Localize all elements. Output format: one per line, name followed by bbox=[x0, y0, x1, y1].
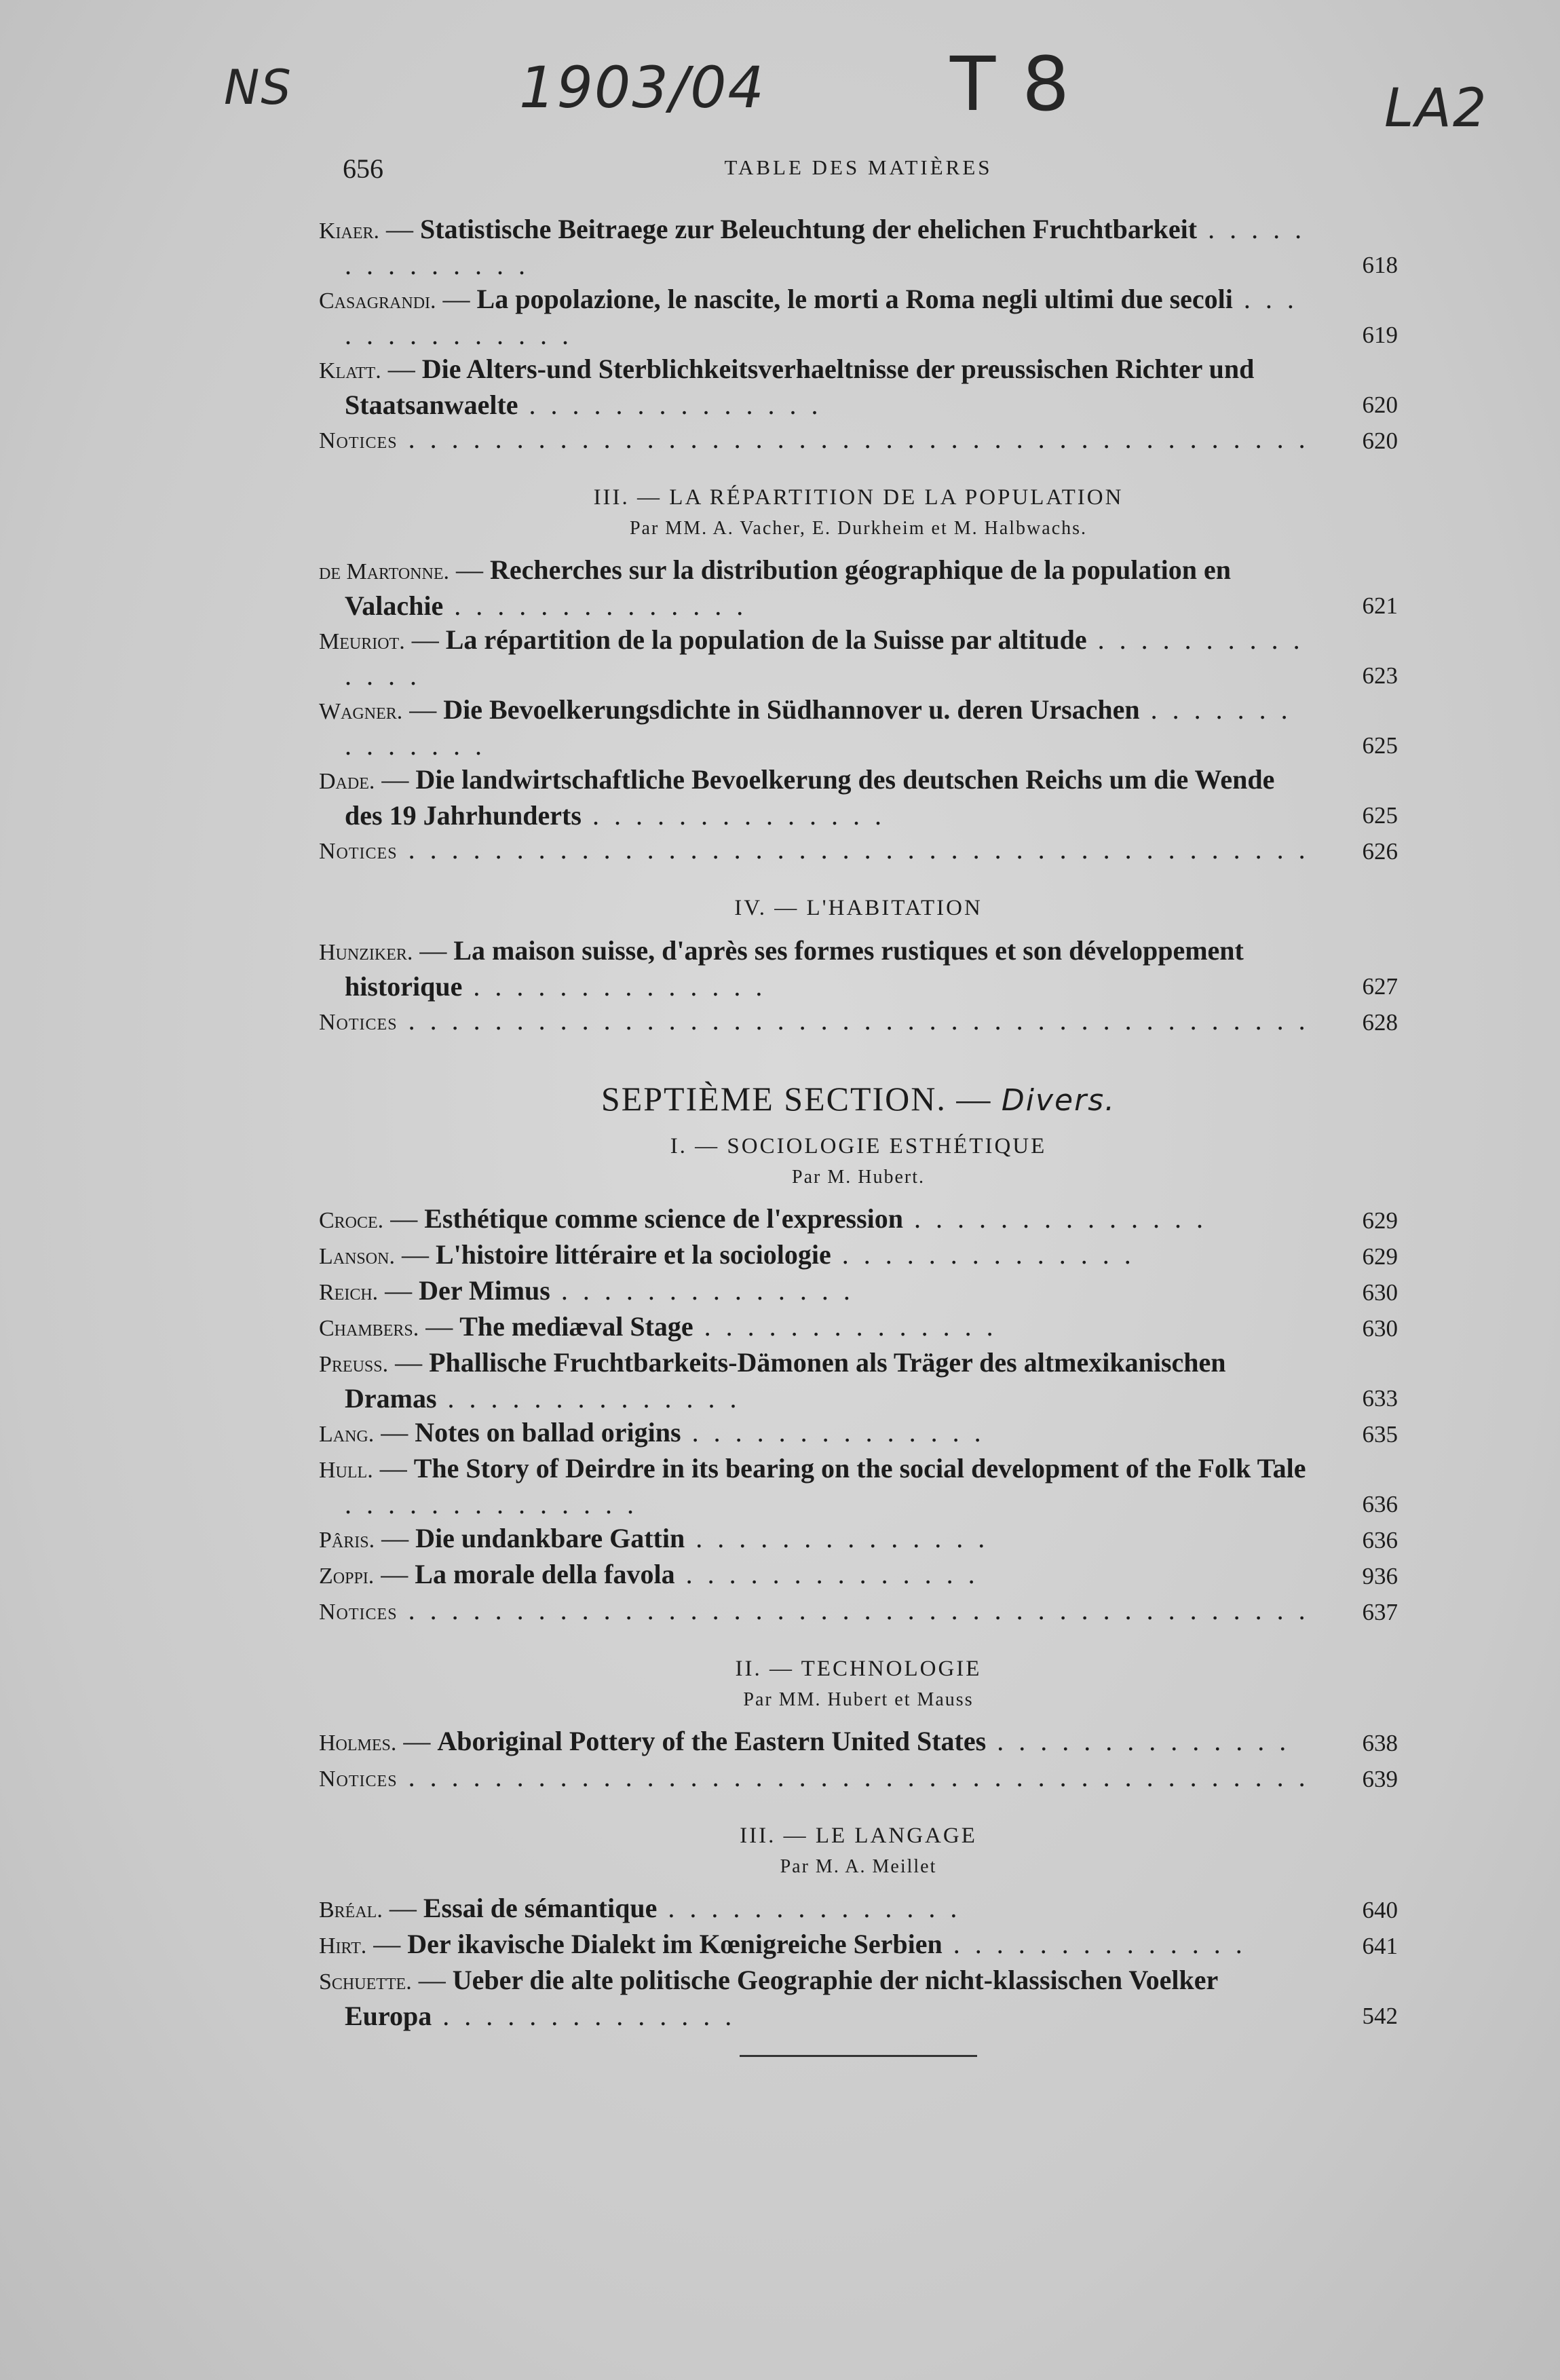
running-title: TABLE DES MATIÈRES bbox=[724, 155, 993, 179]
handwritten-mark-4: LA2 bbox=[1384, 78, 1488, 139]
toc-entry: Reich. — Der Mimus . . . . . . . . . . . . . . 630 bbox=[319, 1274, 1398, 1310]
subsection-heading: III. — LE LANGAGE bbox=[740, 1824, 977, 1848]
entry-author: Hirt. bbox=[319, 1933, 367, 1959]
entry-author: Lang. bbox=[319, 1422, 375, 1447]
toc-entry: Bréal. — Essai de sémantique . . . . . . . . . . . . . . 640 bbox=[319, 1891, 1398, 1927]
entry-title: Aboriginal Pottery of the Eastern United States bbox=[437, 1726, 987, 1756]
entry-group bbox=[319, 553, 1398, 833]
entry-author: Dade. bbox=[319, 769, 375, 794]
entry-title: La morale della favola bbox=[415, 1559, 675, 1589]
page-ref: 640 bbox=[1362, 1897, 1398, 1923]
notices-entry: Notices . . . . . . . . . . . . . . . . . . . . . . . . . . . . . . . . . . . . . . . . . . 639 bbox=[319, 1760, 1398, 1796]
toc-entry: Lanson. — L'histoire littéraire et la sociologie . . . . . . . . . . . . . . 629 bbox=[319, 1238, 1398, 1274]
entry-author: Kiaer. bbox=[319, 219, 380, 244]
page-number: 656 bbox=[343, 153, 383, 184]
subsection-byline: Par M. A. Meillet bbox=[780, 1856, 937, 1877]
page-content bbox=[319, 153, 1398, 2057]
entry-group bbox=[319, 934, 1398, 1004]
entry-title: Recherches sur la distribution géographique de la population en Valachie bbox=[345, 554, 1232, 621]
entry-group bbox=[319, 1724, 1398, 1760]
entry-group bbox=[319, 1891, 1398, 2033]
toc-entry: Hunziker. — La maison suisse, d'après ses formes rustiques et son développement historique . . . . . . . . . . . . . . 627 bbox=[319, 934, 1398, 1004]
entry-author: Hull. bbox=[319, 1458, 373, 1483]
handwritten-mark-2: 1903/04 bbox=[519, 54, 765, 121]
page-ref: 630 bbox=[1362, 1279, 1398, 1306]
page-ref: 620 bbox=[1362, 428, 1398, 454]
toc-entry: Meuriot. — La répartition de la population de la Suisse par altitude . . . . . . . . . . . . . . 623 bbox=[319, 623, 1398, 693]
page-ref: 636 bbox=[1362, 1491, 1398, 1517]
entry-author: de Martonne. bbox=[319, 559, 450, 584]
entry-title: The mediæval Stage bbox=[459, 1311, 693, 1342]
notices-label: Notices bbox=[319, 428, 398, 453]
page-ref: 542 bbox=[1362, 2003, 1398, 2029]
entry-title: Esthétique comme science de l'expression bbox=[424, 1203, 904, 1234]
toc-entry: Klatt. — Die Alters-und Sterblichkeitsverhaeltnisse der preussischen Richter und Staatsanwaelte . . . . . . . . . . . . . . 620 bbox=[319, 352, 1398, 422]
entry-title: Die Bevoelkerungsdichte in Südhannover u. deren Ursachen bbox=[443, 694, 1140, 725]
page-ref: 625 bbox=[1362, 802, 1398, 829]
page-ref: 936 bbox=[1362, 1563, 1398, 1589]
toc-entry: Schuette. — Ueber die alte politische Geographie der nicht-klassischen Voelker Europa . . . . . . . . . . . . . . 542 bbox=[319, 1963, 1398, 2033]
notices-label: Notices bbox=[319, 1600, 398, 1625]
page-ref: 629 bbox=[1362, 1207, 1398, 1234]
page-ref: 630 bbox=[1362, 1315, 1398, 1342]
page-ref: 637 bbox=[1362, 1599, 1398, 1625]
subsection-byline: Par MM. Hubert et Mauss bbox=[743, 1689, 974, 1710]
entry-author: Lanson. bbox=[319, 1244, 395, 1269]
page-ref: 639 bbox=[1362, 1766, 1398, 1792]
page-ref: 620 bbox=[1362, 392, 1398, 418]
subsection-heading: I. — SOCIOLOGIE ESTHÉTIQUE bbox=[670, 1134, 1047, 1158]
page-ref: 638 bbox=[1362, 1730, 1398, 1756]
toc-entry: Dade. — Die landwirtschaftliche Bevoelkerung des deutschen Reichs um die Wende des 19 Jahrhunderts . . . . . . . . . . . . . . 625 bbox=[319, 763, 1398, 833]
toc-entry: Croce. — Esthétique comme science de l'expression . . . . . . . . . . . . . . 629 bbox=[319, 1202, 1398, 1238]
page-ref: 625 bbox=[1362, 732, 1398, 759]
handwritten-mark-3: T 8 bbox=[950, 41, 1071, 128]
notices-label: Notices bbox=[319, 839, 398, 864]
toc-entry: Kiaer. — Statistische Beitraege zur Beleuchtung der ehelichen Fruchtbarkeit . . . . . . . . . . . . . . 618 bbox=[319, 212, 1398, 282]
notices-label: Notices bbox=[319, 1767, 398, 1792]
page-ref: 623 bbox=[1362, 662, 1398, 689]
entry-author: Zoppi. bbox=[319, 1564, 375, 1589]
notices-entry: Notices . . . . . . . . . . . . . . . . . . . . . . . . . . . . . . . . . . . . . . . . . . 637 bbox=[319, 1593, 1398, 1629]
entry-title: Ueber die alte politische Geographie der nicht-klassischen Voelker Europa bbox=[345, 1965, 1218, 2031]
page-ref: 618 bbox=[1362, 252, 1398, 278]
entry-author: Hunziker. bbox=[319, 940, 413, 965]
notices-entry: Notices . . . . . . . . . . . . . . . . . . . . . . . . . . . . . . . . . . . . . . . . . . 620 bbox=[319, 422, 1398, 458]
subsection-byline: Par M. Hubert. bbox=[792, 1167, 925, 1188]
entry-group bbox=[319, 1202, 1398, 1593]
entry-author: Schuette. bbox=[319, 1969, 412, 1995]
entry-author: Meuriot. bbox=[319, 629, 405, 654]
entry-author: Pâris. bbox=[319, 1528, 375, 1553]
page-ref: 626 bbox=[1362, 838, 1398, 865]
entry-author: Casagrandi. bbox=[319, 288, 436, 314]
section-title bbox=[319, 1075, 1398, 1125]
entry-title: Der ikavische Dialekt im Kœnigreiche Serbien bbox=[407, 1929, 943, 1959]
entry-title: Die landwirtschaftliche Bevoelkerung des deutschen Reichs um die Wende des 19 Jahrhunderts bbox=[345, 764, 1275, 831]
entry-title: Essai de sémantique bbox=[423, 1893, 658, 1923]
toc-entry: Preuss. — Phallische Fruchtbarkeits-Dämonen als Träger des altmexikanischen Dramas . . . . . . . . . . . . . . 633 bbox=[319, 1346, 1398, 1416]
entry-author: Bréal. bbox=[319, 1897, 383, 1923]
page-ref: 641 bbox=[1362, 1933, 1398, 1959]
entry-author: Holmes. bbox=[319, 1731, 397, 1756]
entry-title: La répartition de la population de la Suisse par altitude bbox=[445, 624, 1087, 655]
entry-author: Klatt. bbox=[319, 358, 381, 383]
entry-title: Statistische Beitraege zur Beleuchtung der ehelichen Fruchtbarkeit bbox=[420, 214, 1198, 244]
entry-title: La maison suisse, d'après ses formes rustiques et son développement historique bbox=[345, 935, 1244, 1002]
entry-group bbox=[319, 212, 1398, 422]
page-ref: 635 bbox=[1362, 1421, 1398, 1448]
entry-author: Preuss. bbox=[319, 1352, 389, 1377]
entry-author: Wagner. bbox=[319, 699, 403, 724]
section-title-text: SEPTIÈME SECTION. — bbox=[601, 1080, 992, 1118]
section-subtitle: Divers. bbox=[1001, 1083, 1116, 1118]
toc-entry: Chambers. — The mediæval Stage . . . . . . . . . . . . . . 630 bbox=[319, 1310, 1398, 1346]
subsection-heading: III. — LA RÉPARTITION DE LA POPULATION bbox=[593, 485, 1124, 510]
toc-entry: Hull. — The Story of Deirdre in its bearing on the social development of the Folk Tale . . . . . . . . . . . . . . 636 bbox=[319, 1452, 1398, 1522]
entry-author: Chambers. bbox=[319, 1316, 419, 1341]
entry-title: Notes on ballad origins bbox=[415, 1417, 681, 1448]
closing-rule bbox=[740, 2055, 977, 2057]
page-ref: 627 bbox=[1362, 973, 1398, 1000]
entry-title: L'histoire littéraire et la sociologie bbox=[435, 1239, 831, 1270]
page-ref: 633 bbox=[1362, 1385, 1398, 1412]
notices-entry: Notices . . . . . . . . . . . . . . . . . . . . . . . . . . . . . . . . . . . . . . . . . . 628 bbox=[319, 1004, 1398, 1040]
entry-title: La popolazione, le nascite, le morti a Roma negli ultimi due secoli bbox=[476, 284, 1233, 314]
entry-author: Croce. bbox=[319, 1208, 384, 1233]
subsection-byline: Par MM. A. Vacher, E. Durkheim et M. Halbwachs. bbox=[629, 518, 1088, 539]
toc-entry: Holmes. — Aboriginal Pottery of the Eastern United States . . . . . . . . . . . . . . 638 bbox=[319, 1724, 1398, 1760]
subsection-heading: II. — TECHNOLOGIE bbox=[735, 1657, 982, 1681]
notices-entry: Notices . . . . . . . . . . . . . . . . . . . . . . . . . . . . . . . . . . . . . . . . . . 626 bbox=[319, 833, 1398, 869]
toc-entry: Zoppi. — La morale della favola . . . . . . . . . . . . . . 936 bbox=[319, 1557, 1398, 1593]
toc-entry: Lang. — Notes on ballad origins . . . . . . . . . . . . . . 635 bbox=[319, 1416, 1398, 1452]
entry-title: Die undankbare Gattin bbox=[415, 1523, 685, 1553]
toc-entry: Hirt. — Der ikavische Dialekt im Kœnigreiche Serbien . . . . . . . . . . . . . . 641 bbox=[319, 1927, 1398, 1963]
page-ref: 621 bbox=[1362, 592, 1398, 619]
notices-label: Notices bbox=[319, 1010, 398, 1035]
entry-title: Der Mimus bbox=[419, 1275, 550, 1306]
page-ref: 628 bbox=[1362, 1009, 1398, 1036]
running-header bbox=[319, 153, 1398, 193]
page-ref: 619 bbox=[1362, 322, 1398, 348]
subsection-heading: IV. — L'HABITATION bbox=[734, 896, 983, 920]
toc-entry: de Martonne. — Recherches sur la distribution géographique de la population en Valachie . . . . . . . . . . . . . . 621 bbox=[319, 553, 1398, 623]
toc-entry: Pâris. — Die undankbare Gattin . . . . . . . . . . . . . . 636 bbox=[319, 1522, 1398, 1557]
toc-entry: Wagner. — Die Bevoelkerungsdichte in Südhannover u. deren Ursachen . . . . . . . . . . . . . . 625 bbox=[319, 693, 1398, 763]
entry-title: Phallische Fruchtbarkeits-Dämonen als Träger des altmexikanischen Dramas bbox=[345, 1347, 1226, 1414]
page-ref: 629 bbox=[1362, 1243, 1398, 1270]
entry-author: Reich. bbox=[319, 1280, 379, 1305]
page-ref: 636 bbox=[1362, 1527, 1398, 1553]
toc-entry: Casagrandi. — La popolazione, le nascite, le morti a Roma negli ultimi due secoli . . . . . . . . . . . . . . 619 bbox=[319, 282, 1398, 352]
entry-title: The Story of Deirdre in its bearing on the social development of the Folk Tale bbox=[413, 1453, 1306, 1484]
handwritten-mark-1: NS bbox=[224, 60, 292, 115]
entry-title: Die Alters-und Sterblichkeitsverhaeltnisse der preussischen Richter und Staatsanwaelte bbox=[345, 354, 1255, 420]
